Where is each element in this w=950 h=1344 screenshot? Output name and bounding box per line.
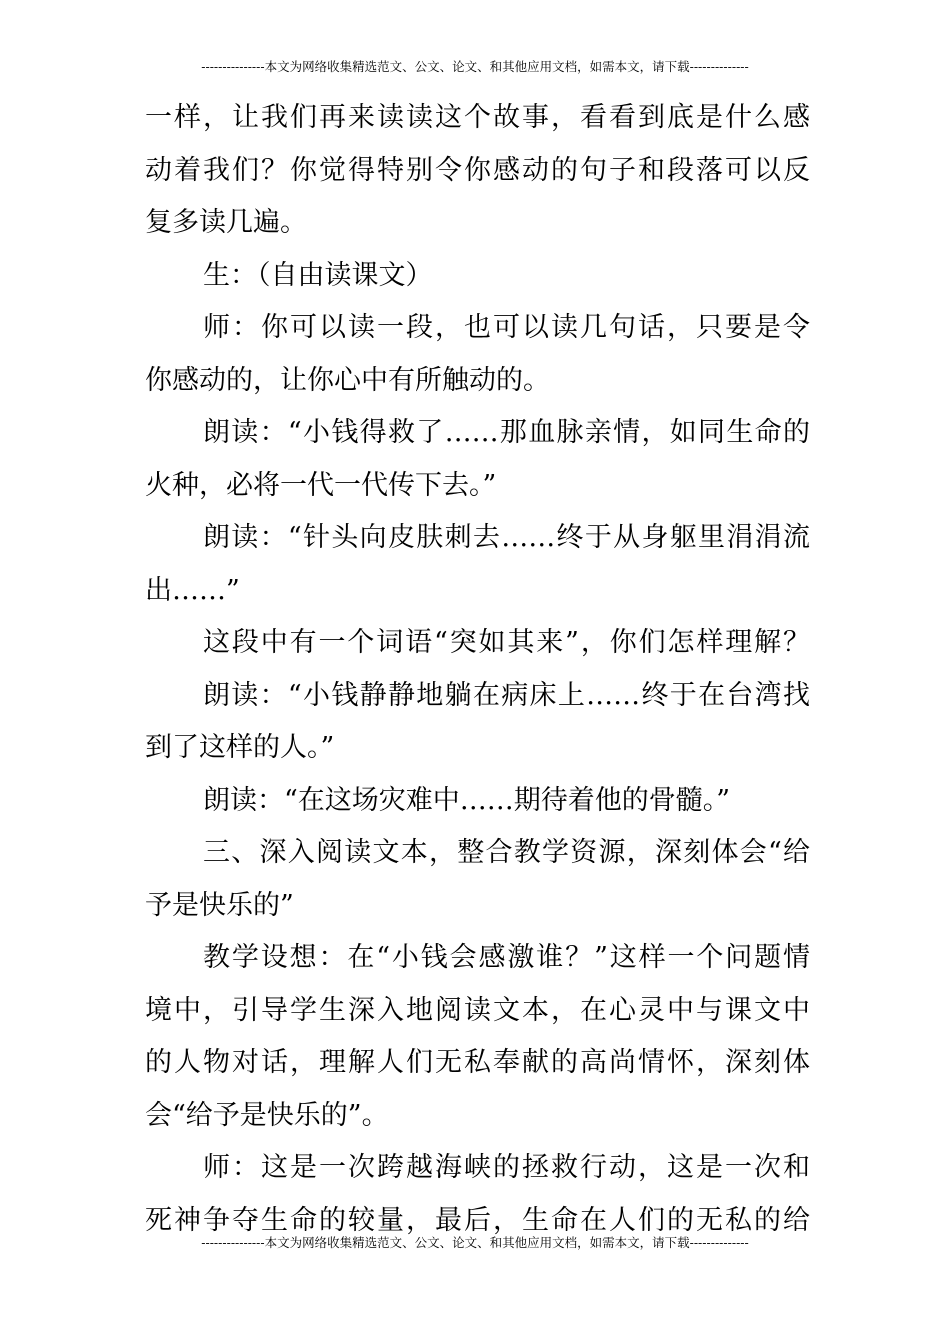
body-line: 你感动的，让你心中有所触动的。: [145, 364, 550, 396]
body-line: 朗读：“小钱得救了……那血脉亲情，如同生命的: [203, 417, 810, 448]
body-line: 境中，引导学生深入地阅读文本，在心灵中与课文中: [145, 994, 810, 1026]
body-line: 动着我们？你觉得特别令你感动的句子和段落可以反: [145, 154, 810, 186]
page-footer: ---------------本文为网络收集精选范文、公文、论文、和其他应用文档，如需本文，请下载--------------: [201, 1235, 749, 1250]
body-line: 生：（自由读课文）: [203, 259, 433, 291]
body-line: 火种，必将一代一代传下去。”: [145, 469, 497, 501]
body-line: 出……”: [145, 574, 240, 606]
body-line: 这段中有一个词语“突如其来”，你们怎样理解？: [203, 627, 810, 658]
body-line: 死神争夺生命的较量，最后，生命在人们的无私的给: [145, 1204, 810, 1236]
body-line: 到了这样的人。”: [145, 732, 335, 763]
body-line: 的人物对话，理解人们无私奉献的高尚情怀，深刻体: [145, 1047, 810, 1078]
page-header: ---------------本文为网络收集精选范文、公文、论文、和其他应用文档，如需本文，请下载--------------: [201, 59, 749, 74]
body-line: 朗读：“小钱静静地躺在病床上……终于在台湾找: [203, 679, 810, 711]
section-heading-line: 予是快乐的”: [145, 889, 294, 921]
body-line: 师：你可以读一段，也可以读几句话，只要是令: [203, 312, 810, 343]
body-line: 朗读：“针头向皮肤刺去……终于从身躯里涓涓流: [203, 522, 810, 553]
body-line: 朗读：“在这场灾难中……期待着他的骨髓。”: [203, 784, 731, 816]
body-line: 教学设想：在“小钱会感激谁？”这样一个问题情: [203, 942, 810, 973]
body-line: 一样，让我们再来读读这个故事，看看到底是什么感: [145, 102, 810, 133]
document-body: [145, 92, 810, 1247]
body-line: 复多读几遍。: [145, 207, 307, 238]
body-line: 会“给予是快乐的”。: [145, 1099, 389, 1131]
section-heading-line: 三、深入阅读文本，整合教学资源，深刻体会“给: [203, 837, 810, 868]
body-line: 师：这是一次跨越海峡的拯救行动，这是一次和: [203, 1152, 810, 1183]
